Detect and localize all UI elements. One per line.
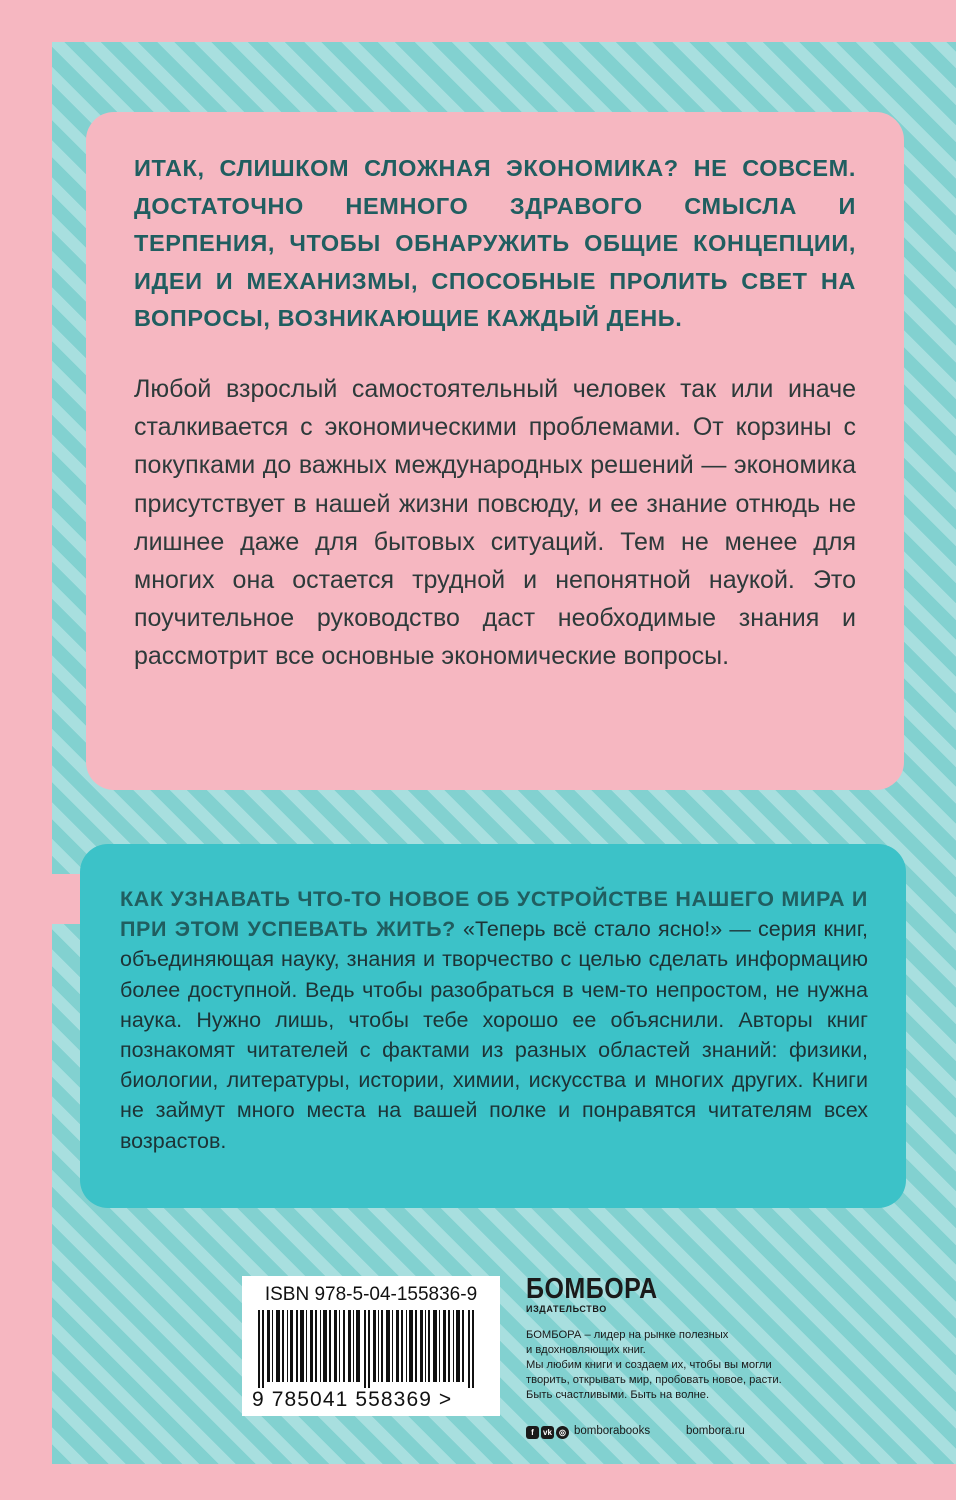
social-handle-link[interactable]: bomborabooks: [574, 1425, 651, 1437]
description-lead: ИТАК, СЛИШКОМ СЛОЖНАЯ ЭКОНОМИКА? НЕ СОВСЕМ. ДОСТАТОЧНО НЕМНОГО ЗДРАВОГО СМЫСЛА И ТЕРПЕНИЯ, ЧТОБЫ ОБНАРУЖИТЬ ОБЩИЕ КОНЦЕПЦИИ, ИДЕИ И МЕХАНИЗМЫ, СПОСОБНЫЕ ПРОЛИТЬ СВЕТ НА ВОПРОСЫ, ВОЗНИКАЮЩИЕ КАЖДЫЙ ДЕНЬ.: [134, 155, 856, 331]
instagram-icon[interactable]: ◎: [556, 1426, 569, 1439]
description-body: Любой взрослый самостоятельный человек так или иначе сталкивается с экономическими проблемами. От корзины с покупками до важных международных решений — экономика присутствует в нашей жизни повсюду, и ее знание отнюдь не лишнее даже для бытовых ситуаций. Тем не менее для многих она остается трудной и непонятной наукой. Это поучительное руководство даст необходимые знания и рассмотрит все основные экономические вопросы.: [134, 375, 856, 671]
series-text: [120, 884, 868, 1156]
vk-icon[interactable]: vk: [541, 1426, 554, 1439]
isbn-label: ISBN 978-5-04-155836-9: [264, 1284, 478, 1305]
isbn-barcode-box: [242, 1276, 500, 1416]
series-description: «Теперь всё стало ясно!» — серия книг, объединяющая науку, знания и творчество с целью сделать информацию более доступной. Ведь чтобы разобраться в чем-то непростом, не нужна наука. Нужно лишь, чтобы тебе хорошо ее объяснили. Авторы книг познакомят читателей с фактами из разных областей знаний: физики, биологии, литературы, истории, химии, искусства и многих других. Книги не займут много места на вашей полке и понравятся читателям всех возрастов.: [120, 917, 868, 1153]
publisher-block: [526, 1274, 826, 1403]
series-box: [80, 844, 906, 1208]
publisher-about-2: творить, открывать мир, пробовать новое, расти.: [526, 1374, 782, 1386]
publisher-logo: БОМБОРА: [526, 1272, 658, 1306]
facebook-icon[interactable]: f: [526, 1426, 539, 1439]
website-link[interactable]: bombora.ru: [686, 1425, 745, 1437]
publisher-subtitle: ИЗДАТЕЛЬСТВО: [526, 1304, 607, 1314]
publisher-links: [526, 1426, 826, 1446]
description-box: [86, 112, 904, 790]
publisher-about-1: Мы любим книги и создаем их, чтобы вы могли: [526, 1359, 772, 1371]
barcode-digits: 9 785041 558369 >: [252, 1388, 453, 1411]
series-heading: КАК УЗНАВАТЬ ЧТО-ТО НОВОЕ ОБ УСТРОЙСТВЕ НАШЕГО МИРА И ПРИ ЭТОМ УСПЕВАТЬ ЖИТЬ?: [120, 887, 868, 942]
publisher-about-3: Быть счастливыми. Быть на волне.: [526, 1389, 710, 1401]
barcode-icon: [258, 1310, 484, 1388]
publisher-tagline-1: БОМБОРА – лидер на рынке полезных: [526, 1329, 729, 1341]
publisher-tagline-2: и вдохновляющих книг.: [526, 1344, 646, 1356]
